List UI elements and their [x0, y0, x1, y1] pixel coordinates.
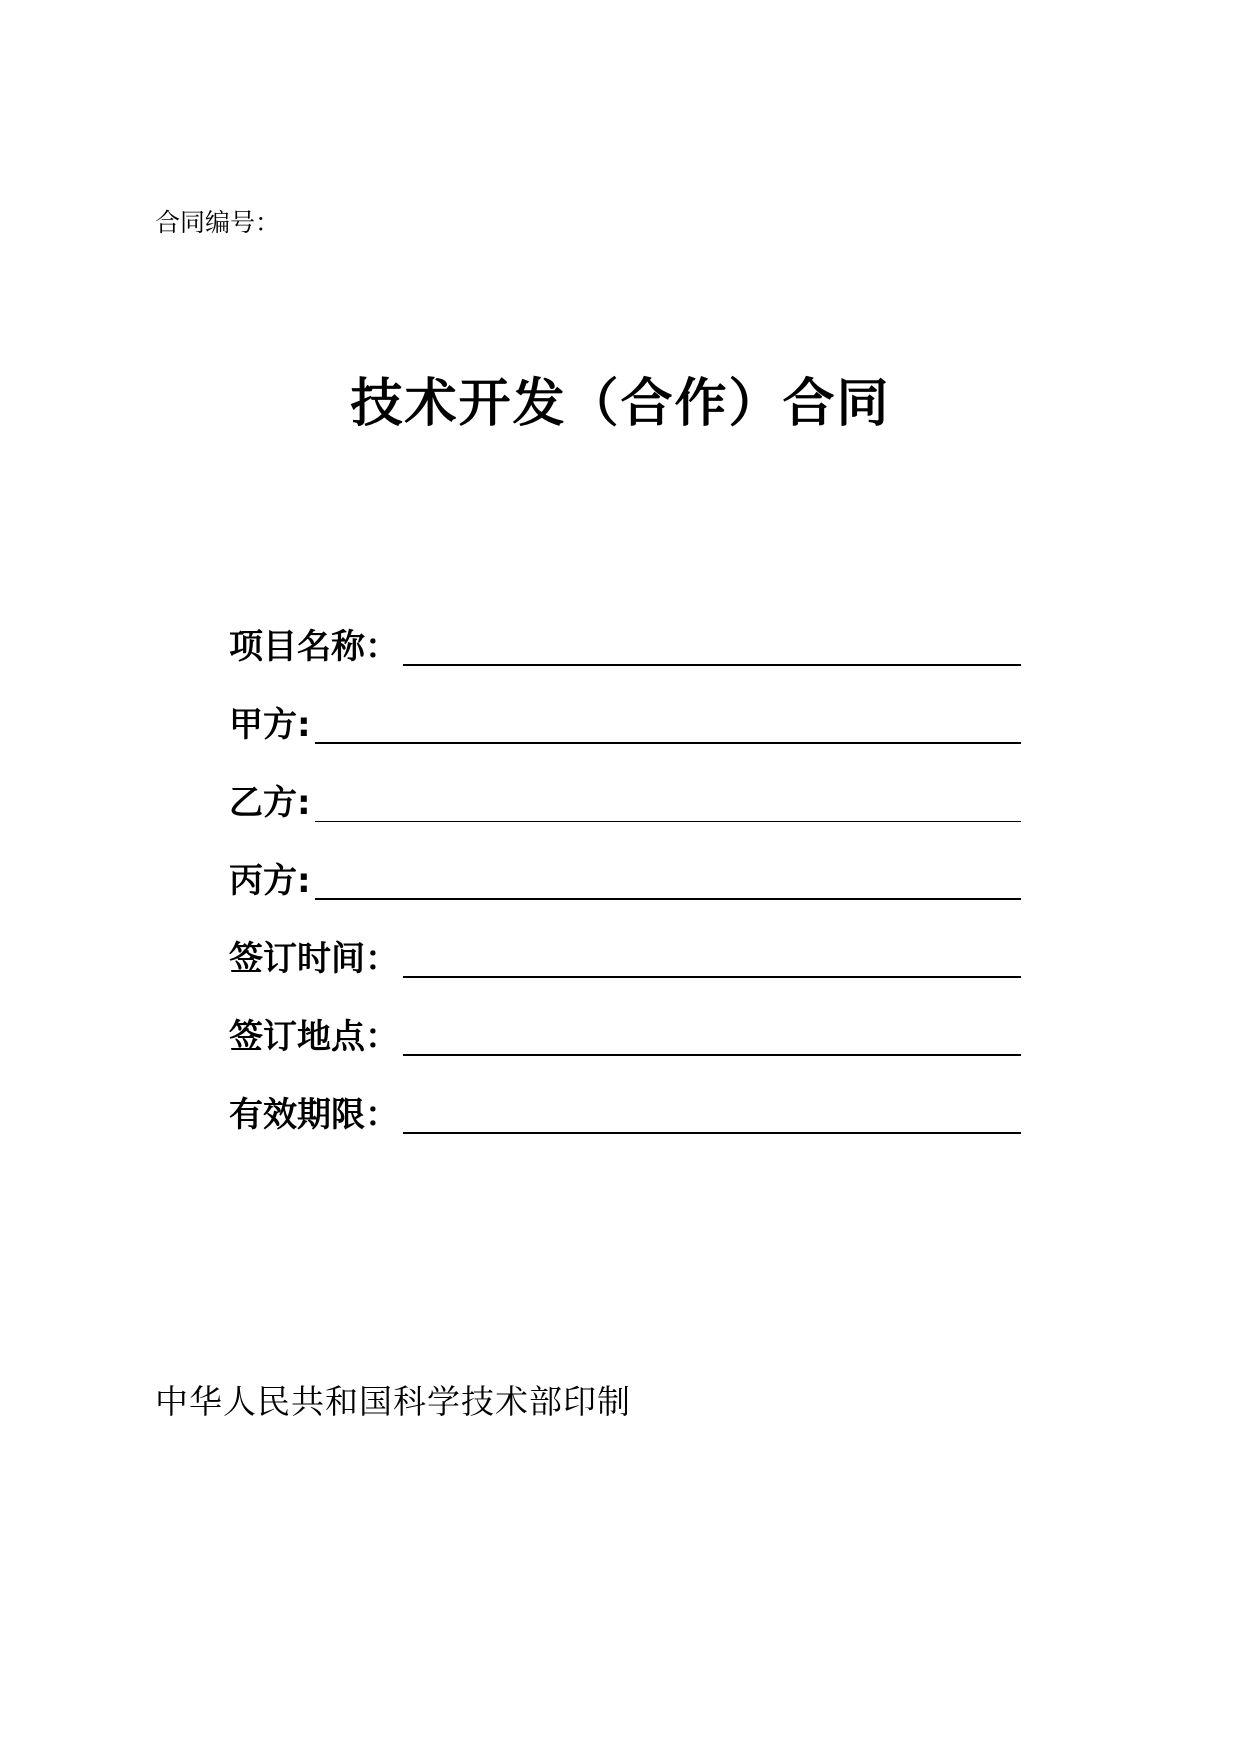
- field-party-c: [229, 828, 1021, 906]
- party-a-blank-line[interactable]: [315, 702, 1021, 744]
- field-party-a: [229, 672, 1021, 750]
- validity-period-blank-line[interactable]: [403, 1092, 1021, 1134]
- publisher-line: 中华人民共和国科学技术部印制: [155, 1382, 631, 1421]
- field-label-party-b: 乙方:: [229, 783, 311, 823]
- project-name-blank-line[interactable]: [403, 624, 1021, 666]
- field-project-name: [229, 594, 1021, 672]
- contract-number-label: 合同编号：: [155, 208, 281, 237]
- field-label-party-a: 甲方:: [229, 705, 311, 745]
- field-label-validity-period: 有效期限：: [229, 1095, 399, 1135]
- field-party-b: [229, 750, 1021, 828]
- signing-time-blank-line[interactable]: [403, 936, 1021, 978]
- field-signing-time: [229, 906, 1021, 984]
- field-validity-period: [229, 1062, 1021, 1140]
- signing-place-blank-line[interactable]: [403, 1014, 1021, 1056]
- field-label-party-c: 丙方:: [229, 861, 311, 901]
- field-label-signing-time: 签订时间：: [229, 939, 399, 979]
- document-title: 技术开发（合作）合同: [350, 374, 891, 434]
- field-signing-place: [229, 984, 1021, 1062]
- field-label-project-name: 项目名称：: [229, 627, 399, 667]
- party-b-blank-line[interactable]: [315, 781, 1021, 822]
- field-label-signing-place: 签订地点：: [229, 1017, 399, 1057]
- cover-form: [229, 594, 1021, 1140]
- party-c-blank-line[interactable]: [315, 858, 1021, 900]
